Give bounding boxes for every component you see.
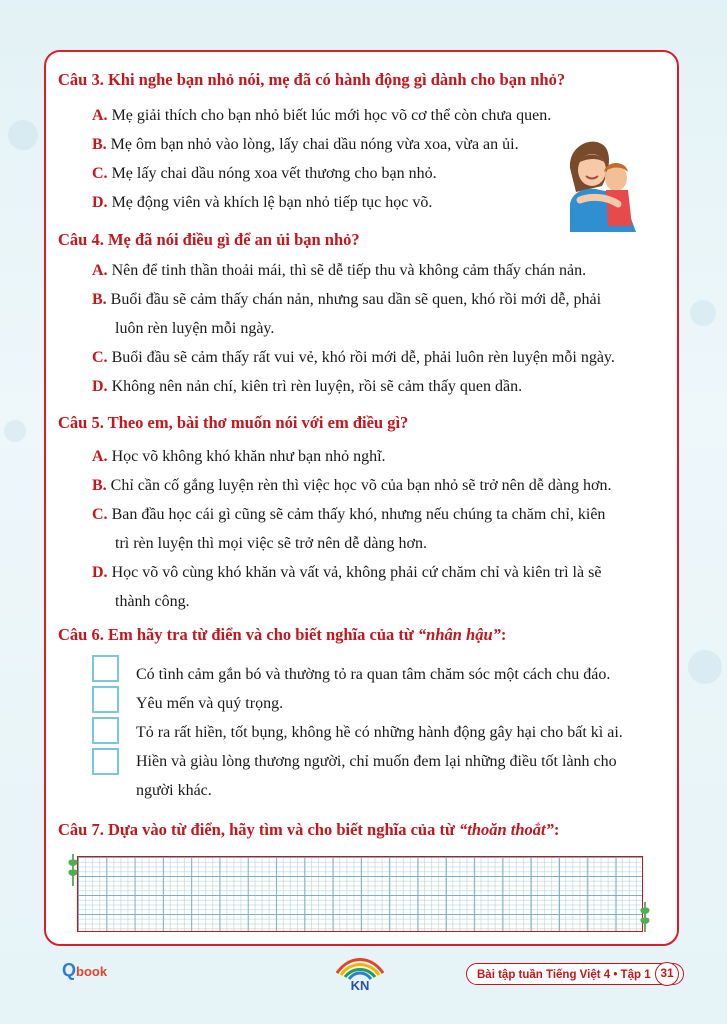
q6-choice-1: Có tình cảm gắn bó và thường tỏ ra quan tâm chăm sóc một cách chu đáo.	[136, 666, 611, 683]
q6-checkbox-4[interactable]	[92, 748, 119, 775]
q3-option-d[interactable]: D. Mẹ động viên và khích lệ bạn nhỏ tiếp tục học võ.	[92, 194, 433, 211]
question-5-title: Câu 5. Theo em, bài thơ muốn nói với em điều gì?	[58, 413, 409, 432]
question-6-title: Câu 6. Em hãy tra từ điển và cho biết nghĩa của từ “nhân hậu”:	[58, 625, 507, 644]
qbook-logo-text: book	[76, 964, 108, 979]
question-4-title: Câu 4. Mẹ đã nói điều gì để an ủi bạn nhỏ?	[58, 230, 360, 249]
q6-checkbox-3[interactable]	[92, 717, 119, 744]
book-title-badge: Bài tập tuần Tiếng Việt 4 • Tập 1	[466, 963, 684, 985]
q4-option-a[interactable]: A. Nên để tinh thần thoải mái, thì sẽ dễ tiếp thu và không cảm thấy chán nản.	[92, 262, 587, 279]
leaf-decoration-icon	[638, 900, 652, 932]
q6-choice-3: Tỏ ra rất hiền, tốt bụng, không hề có những hành động gây hại cho bất kì ai.	[136, 724, 623, 741]
q4-option-b-continued: luôn rèn luyện mỗi ngày.	[115, 320, 275, 337]
mother-hug-illustration	[566, 134, 638, 232]
q6-choice-4: Hiền và giàu lòng thương người, chỉ muốn đem lại những điều tốt lành cho	[136, 753, 617, 770]
q5-option-c[interactable]: C. Ban đầu học cái gì cũng sẽ cảm thấy khó, nhưng nếu chúng ta chăm chỉ, kiên	[92, 506, 606, 523]
q4-option-b[interactable]: B. Buổi đầu sẽ cảm thấy chán nản, nhưng sau dần sẽ quen, khó rồi mới dễ, phải	[92, 291, 602, 308]
q4-option-c[interactable]: C. Buổi đầu sẽ cảm thấy rất vui vẻ, khó rồi mới dễ, phải luôn rèn luyện mỗi ngày.	[92, 349, 615, 366]
q3-option-c[interactable]: C. Mẹ lấy chai dầu nóng xoa vết thương cho bạn nhỏ.	[92, 165, 437, 182]
q5-option-a[interactable]: A. Học võ không khó khăn như bạn nhỏ nghĩ.	[92, 448, 386, 465]
decor-bubble	[4, 420, 26, 442]
qbook-logo: Qbook	[62, 960, 108, 980]
q3-option-a[interactable]: A. Mẹ giải thích cho bạn nhỏ biết lúc mới học võ cơ thể còn chưa quen.	[92, 107, 552, 124]
q6-checkbox-2[interactable]	[92, 686, 119, 713]
q5-option-d-continued: thành công.	[115, 593, 190, 610]
handwriting-answer-grid[interactable]	[77, 856, 643, 932]
q6-checkbox-1[interactable]	[92, 655, 119, 682]
leaf-decoration-icon	[66, 852, 80, 886]
decor-bubble	[688, 650, 722, 684]
q4-option-d[interactable]: D. Không nên nản chí, kiên trì rèn luyện, rồi sẽ cảm thấy quen dần.	[92, 378, 523, 395]
q5-option-b[interactable]: B. Chỉ cần cố gắng luyện rèn thì việc học võ của bạn nhỏ sẽ trở nên dễ dàng hơn.	[92, 477, 612, 494]
q5-option-c-continued: trì rèn luyện thì mọi việc sẽ trở nên dễ dàng hơn.	[115, 535, 427, 552]
publisher-logo-text: KN	[350, 978, 370, 993]
question-7-title: Câu 7. Dựa vào từ điển, hãy tìm và cho biết nghĩa của từ “thoăn thoắt”:	[58, 820, 560, 839]
decor-bubble	[690, 300, 716, 326]
q3-option-b[interactable]: B. Mẹ ôm bạn nhỏ vào lòng, lấy chai dầu nóng vừa xoa, vừa an ủi.	[92, 136, 519, 153]
q6-choice-2: Yêu mến và quý trọng.	[136, 695, 284, 712]
decor-bubble	[8, 120, 38, 150]
question-3-title: Câu 3. Khi nghe bạn nhỏ nói, mẹ đã có hành động gì dành cho bạn nhỏ?	[58, 70, 566, 89]
q6-choice-4-continued: người khác.	[136, 782, 212, 799]
page-number: 31	[655, 962, 679, 986]
q5-option-d[interactable]: D. Học võ vô cùng khó khăn và vất vả, không phải cứ chăm chỉ và kiên trì là sẽ	[92, 564, 602, 581]
